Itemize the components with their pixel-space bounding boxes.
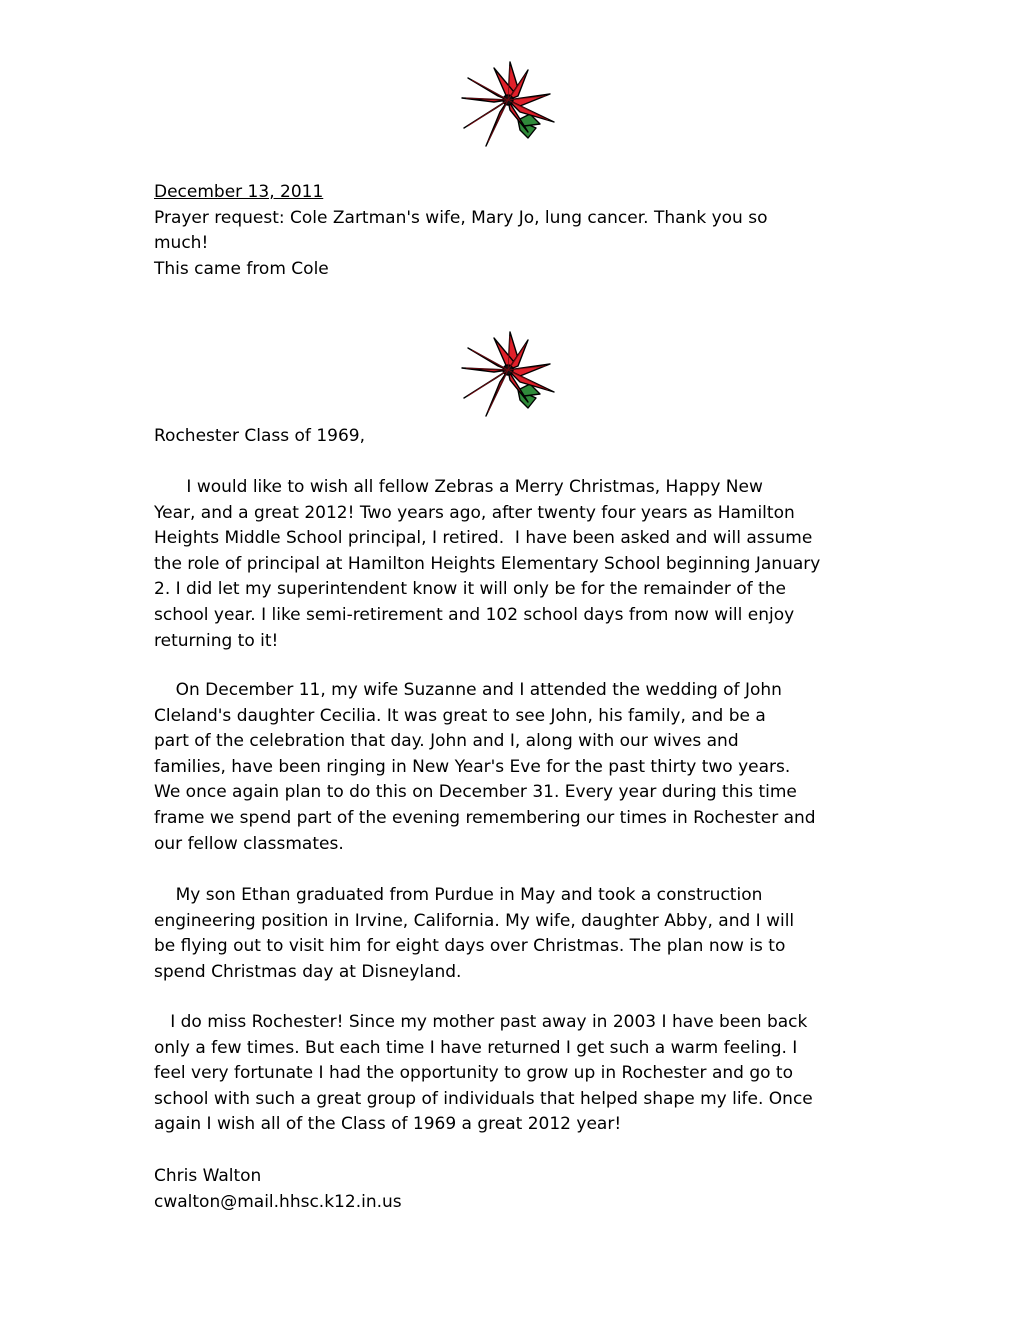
- paragraph-line: part of the celebration that day. John and I, along with our wives and: [154, 731, 739, 752]
- paragraph-line: the role of principal at Hamilton Heights Elementary School beginning January: [154, 553, 821, 574]
- paragraph-line: I would like to wish all fellow Zebras a Merry Christmas, Happy New: [154, 477, 763, 497]
- request-line: much!: [154, 233, 209, 254]
- paragraph-line: returning to it!: [154, 630, 279, 651]
- paragraph-line: spend Christmas day at Disneyland.: [154, 961, 462, 982]
- paragraph-line: feel very fortunate I had the opportunity to grow up in Rochester and go to: [154, 1063, 793, 1084]
- letter-paragraph: [154, 475, 866, 654]
- paragraph-line: again I wish all of the Class of 1969 a great 2012 year!: [154, 1114, 622, 1135]
- paragraph-line: school with such a great group of individuals that helped shape my life. Once: [154, 1088, 813, 1109]
- signature-block: [154, 1164, 866, 1215]
- paragraph-line: only a few times. But each time I have returned I get such a warm feeling. I: [154, 1037, 798, 1058]
- paragraph-line: our fellow classmates.: [154, 833, 344, 854]
- letter-paragraph: [154, 1010, 866, 1138]
- poinsettia-icon: [458, 58, 558, 150]
- poinsettia-icon: [458, 328, 558, 420]
- request-date: December 13, 2011: [154, 182, 324, 202]
- request-line: This came from Cole: [154, 258, 329, 279]
- paragraph-line: I do miss Rochester! Since my mother past away in 2003 I have been back: [154, 1012, 808, 1032]
- letter-salutation-block: [154, 424, 866, 450]
- signature-email: cwalton@mail.hhsc.k12.in.us: [154, 1191, 402, 1212]
- request-line: Prayer request: Cole Zartman's wife, Mary Jo, lung cancer. Thank you so: [154, 207, 768, 228]
- paragraph-line: frame we spend part of the evening remembering our times in Rochester and: [154, 807, 816, 828]
- paragraph-line: We once again plan to do this on December 31. Every year during this time: [154, 782, 797, 803]
- paragraph-line: 2. I did let my superintendent know it will only be for the remainder of the: [154, 579, 786, 600]
- letter-paragraph: [154, 678, 866, 857]
- paragraph-line: engineering position in Irvine, California. My wife, daughter Abby, and I will: [154, 910, 795, 931]
- salutation: Rochester Class of 1969,: [154, 426, 365, 446]
- paragraph-line: families, have been ringing in New Year's Eve for the past thirty two years.: [154, 756, 791, 777]
- paragraph-line: be flying out to visit him for eight days over Christmas. The plan now is to: [154, 936, 786, 957]
- signature-name: Chris Walton: [154, 1166, 262, 1186]
- paragraph-line: My son Ethan graduated from Purdue in May and took a construction: [154, 885, 763, 905]
- prayer-request-section: [154, 180, 866, 282]
- letter-paragraph: [154, 883, 866, 985]
- paragraph-line: Year, and a great 2012! Two years ago, after twenty four years as Hamilton: [154, 502, 795, 523]
- paragraph-line: Cleland's daughter Cecilia. It was great to see John, his family, and be a: [154, 705, 766, 726]
- paragraph-line: Heights Middle School principal, I retired. I have been asked and will assume: [154, 528, 813, 549]
- paragraph-line: On December 11, my wife Suzanne and I attended the wedding of John: [154, 680, 782, 700]
- paragraph-line: school year. I like semi-retirement and 102 school days from now will enjoy: [154, 604, 795, 625]
